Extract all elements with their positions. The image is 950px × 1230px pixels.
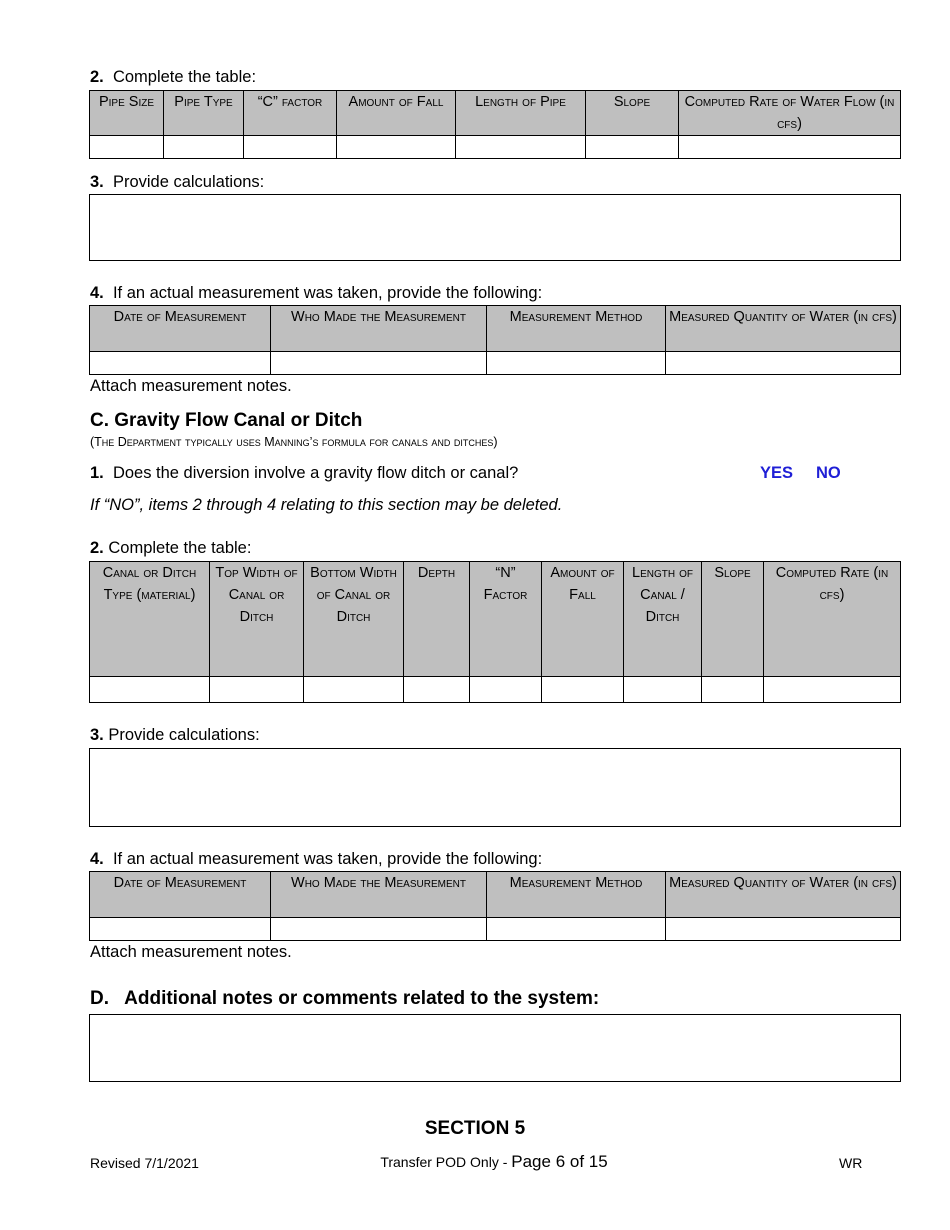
pipe-meas-cell-method[interactable]	[487, 352, 666, 375]
canal-meas-cell-method[interactable]	[487, 918, 666, 941]
footer-center	[0, 1152, 950, 1172]
canal-attach-notes: Attach measurement notes.	[90, 943, 292, 961]
pipe-q2-label: 2. Complete the table:	[90, 68, 257, 86]
canal-cell-type[interactable]	[90, 677, 210, 703]
canal-q4-label: 4. If an actual measurement was taken, provide the following:	[90, 850, 543, 868]
canal-header-depth: Depth	[404, 562, 470, 677]
pipe-header-size: Pipe Size	[90, 91, 164, 136]
pipe-cell-slope[interactable]	[586, 136, 679, 159]
canal-header-slope: Slope	[702, 562, 764, 677]
canal-cell-slope[interactable]	[702, 677, 764, 703]
canal-cell-top-width[interactable]	[210, 677, 304, 703]
footer-page-number: Page 6 of 15	[511, 1152, 608, 1171]
canal-header-length: Length of Canal / Ditch	[624, 562, 702, 677]
canal-q3-label: 3. Provide calculations:	[90, 726, 260, 744]
canal-section-note: (The Department typically uses Manning’s formula for canals and ditches)	[90, 435, 498, 449]
canal-meas-cell-who[interactable]	[271, 918, 487, 941]
pipe-header-slope: Slope	[586, 91, 679, 136]
canal-cell-fall[interactable]	[542, 677, 624, 703]
yes-option[interactable]: YES	[760, 464, 794, 482]
canal-meas-header-who: Who Made the Measurement	[271, 872, 487, 918]
no-option[interactable]: NO	[816, 464, 841, 482]
canal-calculations-box[interactable]	[89, 748, 901, 827]
canal-section-title: C. Gravity Flow Canal or Ditch	[90, 410, 363, 431]
pipe-meas-header-date: Date of Measurement	[90, 306, 271, 352]
canal-measurement-table	[89, 871, 901, 941]
canal-cell-depth[interactable]	[404, 677, 470, 703]
pipe-meas-cell-quantity[interactable]	[666, 352, 901, 375]
pipe-header-c-factor: “C” factor	[244, 91, 337, 136]
canal-cell-bottom-width[interactable]	[304, 677, 404, 703]
pipe-header-type: Pipe Type	[164, 91, 244, 136]
canal-meas-header-quantity: Measured Quantity of Water (in cfs)	[666, 872, 901, 918]
pipe-cell-type[interactable]	[164, 136, 244, 159]
pipe-meas-header-method: Measurement Method	[487, 306, 666, 352]
pipe-cell-length[interactable]	[456, 136, 586, 159]
pipe-cell-size[interactable]	[90, 136, 164, 159]
section-label: SECTION 5	[424, 1118, 526, 1139]
pipe-header-fall: Amount of Fall	[337, 91, 456, 136]
canal-q2-label: 2. Complete the table:	[90, 539, 252, 557]
footer-form-name: Transfer POD Only -	[380, 1154, 512, 1170]
canal-meas-cell-date[interactable]	[90, 918, 271, 941]
canal-cell-computed-rate[interactable]	[764, 677, 901, 703]
pipe-meas-cell-who[interactable]	[271, 352, 487, 375]
pipe-header-length: Length of Pipe	[456, 91, 586, 136]
footer-code: WR	[839, 1155, 863, 1171]
canal-table	[89, 561, 901, 703]
canal-meas-header-method: Measurement Method	[487, 872, 666, 918]
pipe-measurement-table	[89, 305, 901, 375]
pipe-attach-notes: Attach measurement notes.	[90, 377, 292, 395]
footer-revised: Revised 7/1/2021	[90, 1155, 199, 1171]
canal-meas-cell-quantity[interactable]	[666, 918, 901, 941]
pipe-table	[89, 90, 901, 159]
pipe-meas-header-quantity: Measured Quantity of Water (in cfs)	[666, 306, 901, 352]
pipe-meas-header-who: Who Made the Measurement	[271, 306, 487, 352]
pipe-header-computed-rate: Computed Rate of Water Flow (in cfs)	[679, 91, 901, 136]
canal-cell-length[interactable]	[624, 677, 702, 703]
canal-header-type: Canal or Ditch Type (material)	[90, 562, 210, 677]
canal-header-bottom-width: Bottom Width of Canal or Ditch	[304, 562, 404, 677]
canal-header-computed-rate: Computed Rate (in cfs)	[764, 562, 901, 677]
pipe-meas-cell-date[interactable]	[90, 352, 271, 375]
additional-notes-box[interactable]	[89, 1014, 901, 1082]
pipe-cell-c-factor[interactable]	[244, 136, 337, 159]
pipe-cell-computed-rate[interactable]	[679, 136, 901, 159]
canal-cell-n-factor[interactable]	[470, 677, 542, 703]
pipe-q3-label: 3. Provide calculations:	[90, 173, 265, 191]
pipe-cell-fall[interactable]	[337, 136, 456, 159]
pipe-calculations-box[interactable]	[89, 194, 901, 261]
canal-header-n-factor: “N” Factor	[470, 562, 542, 677]
canal-header-fall: Amount of Fall	[542, 562, 624, 677]
canal-if-no-instruction: If “NO”, items 2 through 4 relating to this section may be deleted.	[90, 496, 563, 514]
pipe-q4-label: 4. If an actual measurement was taken, provide the following:	[90, 284, 543, 302]
canal-meas-header-date: Date of Measurement	[90, 872, 271, 918]
canal-header-top-width: Top Width of Canal or Ditch	[210, 562, 304, 677]
canal-q1-label: 1. Does the diversion involve a gravity flow ditch or canal?	[90, 464, 519, 482]
additional-notes-title: D. Additional notes or comments related to the system:	[90, 988, 600, 1009]
